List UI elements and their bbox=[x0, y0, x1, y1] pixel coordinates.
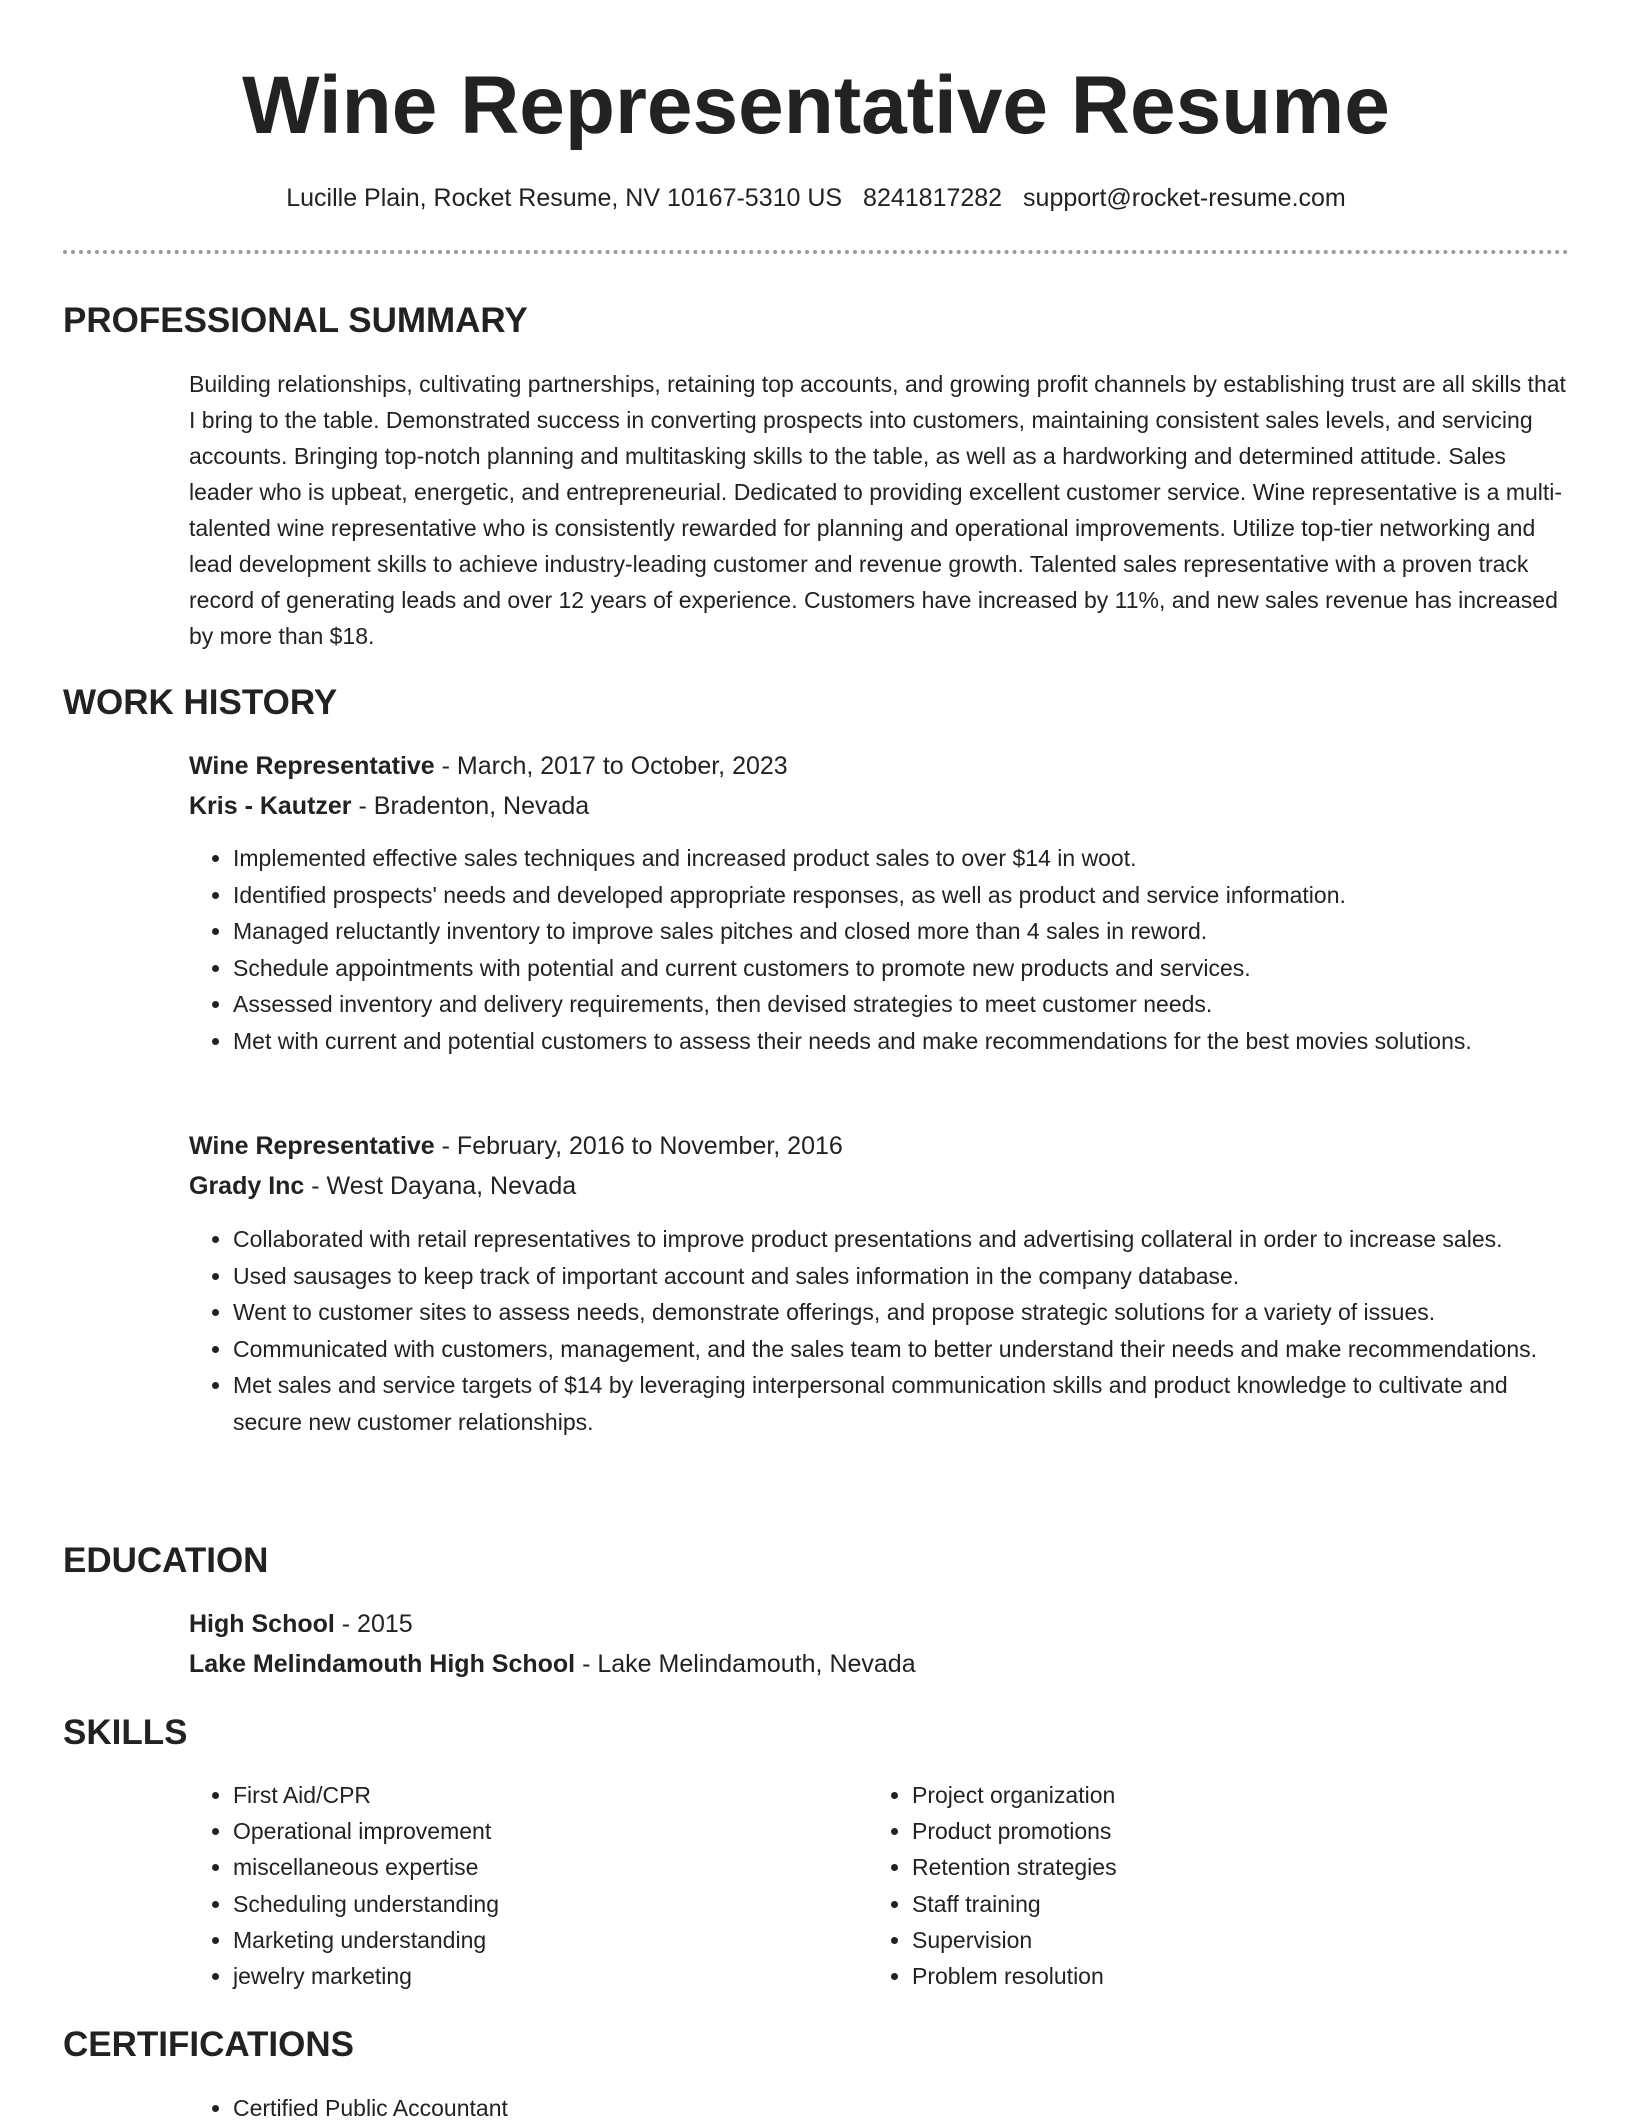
list-item: • Collaborated with retail representatives to improve product presentations and advertising collateral in order to increase sales. bbox=[233, 1221, 1569, 1258]
list-item: • Problem resolution bbox=[912, 1958, 1532, 1994]
list-item: • Met sales and service targets of $14 by leveraging interpersonal communication skills and product knowledge to cultivate and secure new customer relationships. bbox=[233, 1367, 1569, 1440]
job-2-title: Wine Representative bbox=[189, 1132, 435, 1160]
section-title-work-history: WORK HISTORY bbox=[63, 683, 338, 722]
job-2-company: Grady Inc bbox=[189, 1172, 305, 1200]
resume-title: Wine Representative Resume bbox=[242, 60, 1390, 151]
section-title-skills: SKILLS bbox=[63, 1713, 188, 1752]
list-item: • Managed reluctantly inventory to improve sales pitches and closed more than 4 sales in reword. bbox=[233, 913, 1569, 950]
contact-address: Lucille Plain, Rocket Resume, NV 10167-5310 US bbox=[286, 184, 843, 212]
list-item: • Went to customer sites to assess needs, demonstrate offerings, and propose strategic solutions for a variety of issues. bbox=[233, 1294, 1569, 1331]
list-item: • Schedule appointments with potential and current customers to promote new products and services. bbox=[233, 950, 1569, 987]
section-title-education: EDUCATION bbox=[63, 1541, 269, 1580]
list-item: • First Aid/CPR bbox=[233, 1777, 853, 1813]
skills-list-right bbox=[868, 1777, 1532, 1994]
job-1-location: - Bradenton, Nevada bbox=[351, 792, 590, 820]
list-item: • jewelry marketing bbox=[233, 1958, 853, 1994]
list-item: • Identified prospects' needs and developed appropriate responses, as well as product and service information. bbox=[233, 877, 1569, 914]
education-year: - 2015 bbox=[334, 1610, 413, 1638]
job-1-dates: - March, 2017 to October, 2023 bbox=[434, 752, 788, 780]
list-item: • Communicated with customers, management, and the sales team to better understand their needs and make recommendations. bbox=[233, 1331, 1569, 1368]
contact-email: support@rocket-resume.com bbox=[1023, 184, 1346, 212]
job-1-title-line bbox=[189, 746, 1569, 786]
contact-line bbox=[0, 180, 1632, 216]
list-item: • Staff training bbox=[912, 1886, 1532, 1922]
list-item: • Used sausages to keep track of important account and sales information in the company database. bbox=[233, 1258, 1569, 1295]
section-title-summary: PROFESSIONAL SUMMARY bbox=[63, 301, 528, 340]
job-2-location: - West Dayana, Nevada bbox=[304, 1172, 577, 1200]
list-item: • Project organization bbox=[912, 1777, 1532, 1813]
job-2-bullets bbox=[189, 1221, 1569, 1440]
list-item: • miscellaneous expertise bbox=[233, 1849, 853, 1885]
list-item: • Marketing understanding bbox=[233, 1922, 853, 1958]
job-1-company-line bbox=[189, 786, 1569, 826]
job-2-title-line bbox=[189, 1126, 1569, 1166]
job-1-company: Kris - Kautzer bbox=[189, 792, 352, 820]
job-2-dates: - February, 2016 to November, 2016 bbox=[434, 1132, 843, 1160]
list-item: • Met with current and potential customers to assess their needs and make recommendations for the best movies solutions. bbox=[233, 1023, 1569, 1060]
list-item: • Assessed inventory and delivery requirements, then devised strategies to meet customer needs. bbox=[233, 986, 1569, 1023]
job-2-company-line bbox=[189, 1166, 1569, 1206]
list-item: • Implemented effective sales techniques and increased product sales to over $14 in woot. bbox=[233, 840, 1569, 877]
education-degree-line bbox=[189, 1604, 1569, 1644]
certifications-list bbox=[189, 2090, 1613, 2126]
list-item: • Certified Public Accountant bbox=[233, 2090, 1613, 2126]
contact-phone: 8241817282 bbox=[863, 184, 1003, 212]
header-divider bbox=[63, 250, 1569, 254]
education-school-line bbox=[189, 1644, 1569, 1684]
education-location: - Lake Melindamouth, Nevada bbox=[575, 1650, 916, 1678]
skills-list-left bbox=[189, 1777, 853, 1994]
job-1-bullets bbox=[189, 840, 1569, 1059]
list-item: • Product promotions bbox=[912, 1813, 1532, 1849]
summary-text: Building relationships, cultivating partnerships, retaining top accounts, and growing profit channels by establishing trust are all skills that I bring to the table. Demonstrated success in converting prospects into customers, maintaining consistent sales levels, and servicing accounts. Bringing top-notch planning and multitasking skills to the table, as well as a hardworking and determined attitude. Sales leader who is upbeat, energetic, and entrepreneurial. Dedicated to providing excellent customer service. Wine representative is a multi-talented wine representative who is consistently rewarded for planning and operational improvements. Utilize top-tier networking and lead development skills to achieve industry-leading customer and revenue growth. Talented sales representative with a proven track record of generating leads and over 12 years of experience. Customers have increased by 11%, and new sales revenue has increased by more than $18. bbox=[189, 371, 1566, 649]
education-degree: High School bbox=[189, 1610, 335, 1638]
education-school: Lake Melindamouth High School bbox=[189, 1650, 576, 1678]
list-item: • Scheduling understanding bbox=[233, 1886, 853, 1922]
section-title-certifications: CERTIFICATIONS bbox=[63, 2025, 355, 2064]
list-item: • Retention strategies bbox=[912, 1849, 1532, 1885]
job-1-title: Wine Representative bbox=[189, 752, 435, 780]
list-item: • Supervision bbox=[912, 1922, 1532, 1958]
list-item: • Operational improvement bbox=[233, 1813, 853, 1849]
